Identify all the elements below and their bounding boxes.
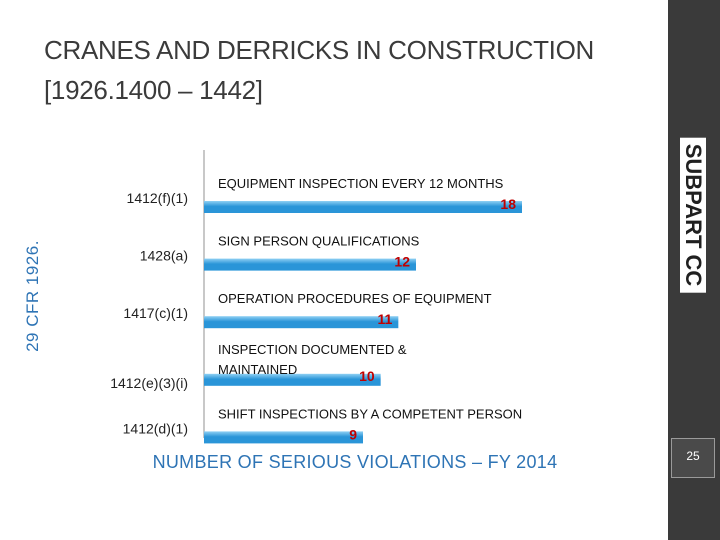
data-label: 10 <box>359 367 375 384</box>
bar <box>204 316 398 328</box>
bar-description: MAINTAINED <box>218 361 298 377</box>
category-label: 1412(e)(3)(i) <box>110 374 188 391</box>
cfr-label: 29 CFR 1926. <box>23 240 42 352</box>
footer-caption: NUMBER OF SERIOUS VIOLATIONS – FY 2014 <box>152 452 558 472</box>
slide-title-line2: [1926.1400 – 1442] <box>44 75 263 105</box>
slide-title-line1: CRANES AND DERRICKS IN CONSTRUCTION <box>44 35 594 65</box>
data-label: 11 <box>377 311 393 328</box>
page-number: 25 <box>686 449 700 463</box>
page-number-box <box>671 438 715 478</box>
category-label: 1412(d)(1) <box>122 420 188 437</box>
category-label: 1428(a) <box>139 247 188 264</box>
bar <box>204 201 522 213</box>
subpart-label: SUBPART CC <box>680 138 706 293</box>
data-label: 12 <box>394 253 410 270</box>
category-label: 1417(c)(1) <box>123 305 188 322</box>
bar <box>204 431 363 443</box>
category-label: 1412(f)(1) <box>126 190 188 206</box>
bar-description: SHIFT INSPECTIONS BY A COMPETENT PERSON <box>218 406 523 422</box>
bar-description: OPERATION PROCEDURES OF EQUIPMENT <box>218 291 492 307</box>
data-label: 18 <box>500 196 516 212</box>
bar-description: INSPECTION DOCUMENTED & <box>218 341 407 357</box>
bar-description: SIGN PERSON QUALIFICATIONS <box>218 233 420 249</box>
bar <box>204 259 416 271</box>
bar-description: EQUIPMENT INSPECTION EVERY 12 MONTHS <box>218 176 504 191</box>
data-label: 9 <box>349 426 357 443</box>
